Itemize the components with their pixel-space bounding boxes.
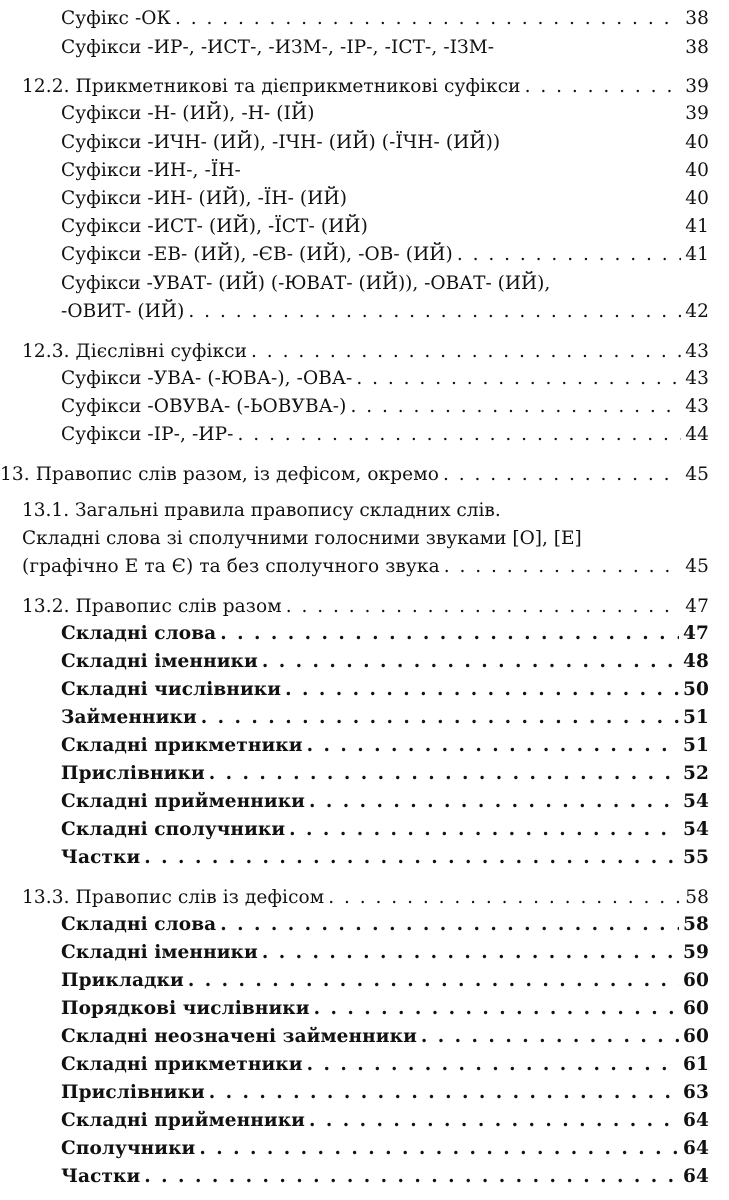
toc-entry-title: Суфікси -ИР-, -ИСТ-, -ИЗМ-, -ІР-, -ІСТ-, -ІЗМ- <box>61 37 495 58</box>
dot-leader <box>209 762 679 786</box>
toc-entry <box>61 1109 709 1135</box>
toc-entry-title: Частки <box>61 1166 141 1187</box>
dot-leader <box>201 706 679 730</box>
toc-entry-page: 40 <box>685 160 709 181</box>
toc-entry-page: 38 <box>685 8 709 29</box>
toc-entry <box>61 846 709 872</box>
dot-leader <box>144 1165 679 1189</box>
toc-section-page: 43 <box>685 341 709 362</box>
toc-section <box>22 340 709 366</box>
dot-leader <box>350 395 681 419</box>
toc-entry-page: 64 <box>683 1110 709 1131</box>
toc-entry-page: 51 <box>683 735 709 756</box>
toc-section-page: 45 <box>685 556 709 577</box>
toc-entry-page: 41 <box>685 216 709 237</box>
dot-leader <box>421 1025 679 1049</box>
toc-entry-page: 50 <box>683 679 709 700</box>
toc-entry <box>61 300 709 326</box>
dot-leader <box>209 1081 679 1105</box>
toc-entry-title: Складні прийменники <box>61 791 305 812</box>
dot-leader <box>328 886 681 910</box>
toc-entry-page: 38 <box>685 37 709 58</box>
toc-entry-title: Складні слова <box>61 623 217 644</box>
toc-chapter-title: 13. Правопис слів разом, із дефісом, окремо <box>0 464 439 485</box>
toc-entry-page: 43 <box>685 396 709 417</box>
toc-entry-title: Складні числівники <box>61 679 282 700</box>
dot-leader <box>175 7 681 31</box>
toc-entry-title: Суфікси -ИН- (ИЙ), -ЇН- (ИЙ) <box>61 188 348 209</box>
dot-leader <box>457 243 681 267</box>
toc-entry-title: Суфікси -ИСТ- (ИЙ), -ЇСТ- (ИЙ) <box>61 216 368 237</box>
toc-entry-page: 60 <box>683 1026 709 1047</box>
toc-entry <box>61 102 709 128</box>
toc-entry <box>61 367 709 393</box>
dot-leader <box>188 300 681 324</box>
toc-entry-page: 61 <box>683 1054 709 1075</box>
toc-entry-title: Суфікси -Н- (ИЙ), -Н- (ІЙ) <box>61 103 315 124</box>
toc-entry-title: Складні іменники <box>61 942 258 963</box>
toc-entry-title: Складні неозначені займенники <box>61 1026 417 1047</box>
dot-leader <box>309 790 679 814</box>
toc-entry-page: 54 <box>683 819 709 840</box>
toc-section-title-line1: 13.1. Загальні правила правопису складних слів. <box>22 500 501 521</box>
toc-entry-page: 59 <box>683 942 709 963</box>
toc-entry-page: 51 <box>683 707 709 728</box>
dot-leader <box>309 1109 679 1133</box>
toc-entry <box>61 913 709 939</box>
toc-entry-title: Суфікси -ИЧН- (ИЙ), -ІЧН- (ИЙ) (-ЇЧН- (ИЙ)) <box>61 132 501 153</box>
toc-entry <box>61 131 709 157</box>
toc-entry-title: Суфікси -ОВУВА- (-ЬОВУВА-) <box>61 396 347 417</box>
toc-entry-page: 64 <box>683 1166 709 1187</box>
toc-entry <box>61 969 709 995</box>
dot-leader <box>314 997 679 1021</box>
toc-entry-title: Порядкові числівники <box>61 998 310 1019</box>
dot-leader <box>220 913 679 937</box>
dot-leader <box>307 1053 679 1077</box>
toc-entry-page: 47 <box>683 623 709 644</box>
toc-entry <box>61 706 709 732</box>
toc-section-title: 13.3. Правопис слів із дефісом <box>22 887 325 908</box>
toc-section-title: 12.2. Прикметникові та дієприкметникові суфікси <box>22 76 521 97</box>
toc-entry-page: 54 <box>683 791 709 812</box>
toc-entry <box>61 762 709 788</box>
toc-entry-title: Суфікси -ИН-, -ЇН- <box>61 160 241 181</box>
toc-entry <box>61 997 709 1023</box>
toc-entry-title: Займенники <box>61 707 197 728</box>
toc-section-title: (графічно Е та Є) та без сполучного звука <box>22 556 440 577</box>
toc-entry-title: Суфікс -ОК <box>61 8 171 29</box>
dot-leader <box>443 463 681 487</box>
toc-entry <box>61 395 709 421</box>
dot-leader <box>525 75 681 99</box>
toc-entry-page: 60 <box>683 970 709 991</box>
toc-entry <box>61 1053 709 1079</box>
toc-section <box>22 886 709 912</box>
dot-leader <box>286 595 681 619</box>
toc-entry-page: 40 <box>685 132 709 153</box>
toc-entry <box>61 187 709 213</box>
toc-entry <box>61 36 709 62</box>
toc-entry-title: Прислівники <box>61 1082 205 1103</box>
toc-entry-title: Частки <box>61 847 141 868</box>
toc-section-page: 39 <box>685 76 709 97</box>
toc-entry <box>61 818 709 844</box>
dot-leader <box>289 818 679 842</box>
toc-entry-page: 44 <box>685 424 709 445</box>
toc-entry-title: Суфікси -ЕВ- (ИЙ), -ЄВ- (ИЙ), -ОВ- (ИЙ) <box>61 244 453 265</box>
toc-entry-page: 58 <box>683 914 709 935</box>
toc-entry-page: 40 <box>685 188 709 209</box>
dot-leader <box>444 555 681 579</box>
toc-entry <box>61 7 709 33</box>
toc-entry <box>61 1165 709 1191</box>
toc-entry-title: Складні прийменники <box>61 1110 305 1131</box>
toc-entry-title: Суфікси -ІР-, -ИР- <box>61 424 234 445</box>
toc-entry-title: Складні слова <box>61 914 217 935</box>
toc-section <box>22 555 709 581</box>
toc-entry-title: -ОВИТ- (ИЙ) <box>61 301 185 322</box>
dot-leader <box>237 423 681 447</box>
toc-section-page: 58 <box>685 887 709 908</box>
toc-section-title: 13.2. Правопис слів разом <box>22 596 282 617</box>
toc-entry-page: 63 <box>683 1082 709 1103</box>
toc-entry-title: Прислівники <box>61 763 205 784</box>
toc-entry <box>61 650 709 676</box>
toc-entry-title: Прикладки <box>61 970 184 991</box>
toc-entry-title-line1: Суфікси -УВАТ- (ИЙ) (-ЮВАТ- (ИЙ)), -ОВАТ- (ИЙ), <box>61 273 551 294</box>
dot-leader <box>356 367 681 391</box>
dot-leader <box>188 969 679 993</box>
toc-entry <box>61 159 709 185</box>
toc-section <box>22 75 709 101</box>
toc-section-title: 12.3. Дієслівні суфікси <box>22 341 248 362</box>
toc-chapter-page: 45 <box>685 464 709 485</box>
toc-entry-title: Складні прикметники <box>61 1054 303 1075</box>
toc-entry-title: Сполучники <box>61 1138 196 1159</box>
dot-leader <box>144 846 679 870</box>
dot-leader <box>307 734 679 758</box>
toc-entry <box>61 423 709 449</box>
toc-entry <box>61 243 709 269</box>
toc-entry-title: Складні сполучники <box>61 819 286 840</box>
toc-entry-page: 41 <box>685 244 709 265</box>
dot-leader <box>285 678 679 702</box>
toc-entry <box>61 678 709 704</box>
toc-entry <box>61 1137 709 1163</box>
toc-entry <box>61 790 709 816</box>
dot-leader <box>199 1137 679 1161</box>
toc-entry-title: Складні іменники <box>61 651 258 672</box>
dot-leader <box>262 650 679 674</box>
dot-leader <box>220 622 679 646</box>
toc-entry-page: 48 <box>683 651 709 672</box>
dot-leader <box>262 941 679 965</box>
toc-entry <box>61 941 709 967</box>
toc-chapter <box>0 463 709 489</box>
toc-entry-title: Суфікси -УВА- (-ЮВА-), -ОВА- <box>61 368 353 389</box>
toc-entry-page: 39 <box>685 103 709 124</box>
toc-entry-title: Складні прикметники <box>61 735 303 756</box>
toc-entry-page: 52 <box>683 763 709 784</box>
toc-entry <box>61 215 709 241</box>
toc-entry <box>61 734 709 760</box>
toc-entry-page: 55 <box>683 847 709 868</box>
toc-entry <box>61 1081 709 1107</box>
toc-section-title-line2: Складні слова зі сполучними голосними звуками [О], [Е] <box>22 528 582 549</box>
toc-entry <box>61 622 709 648</box>
toc-entry <box>61 1025 709 1051</box>
toc-entry-page: 42 <box>685 301 709 322</box>
toc-entry-page: 64 <box>683 1138 709 1159</box>
dot-leader <box>251 340 681 364</box>
toc-section <box>22 595 709 621</box>
toc-entry-page: 60 <box>683 998 709 1019</box>
toc-entry-page: 43 <box>685 368 709 389</box>
toc-section-page: 47 <box>685 596 709 617</box>
